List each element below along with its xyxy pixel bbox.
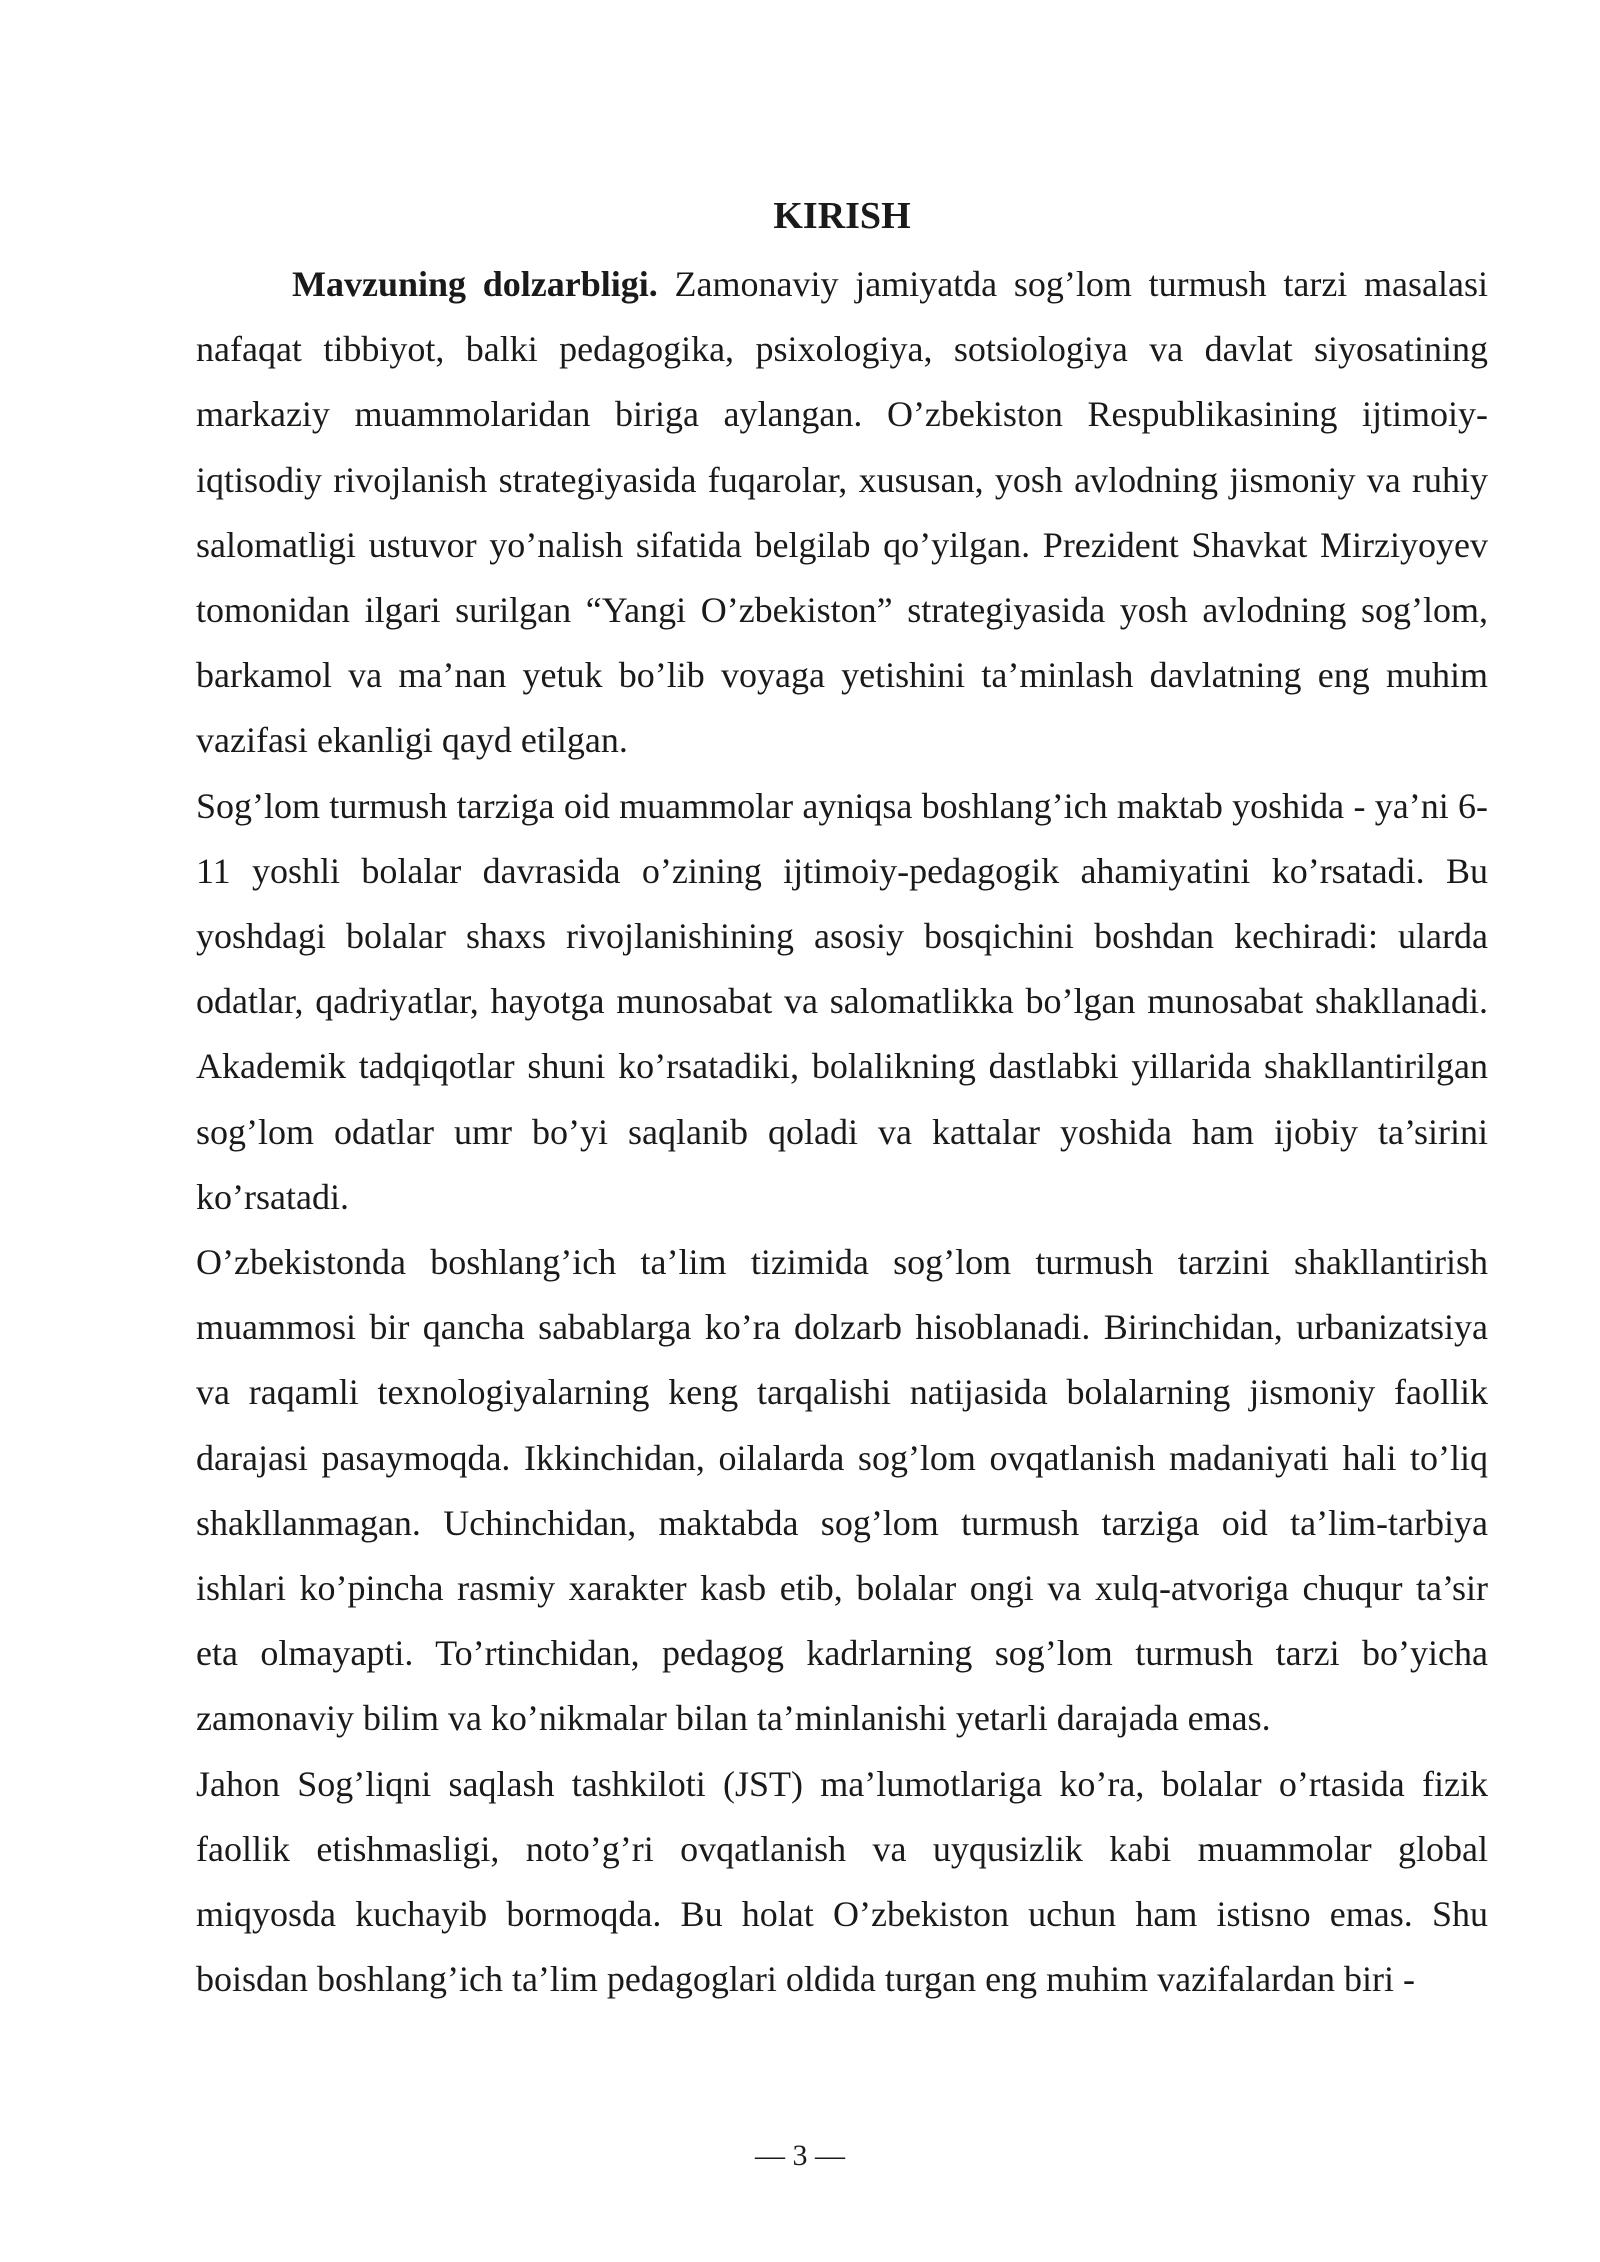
paragraph-uzbekistan-problem: O’zbekistonda boshlang’ich ta’lim tizimida sog’lom turmush tarzini shakllantirish muammosi bir qancha sabablarga ko’ra dolzarb hisoblanadi. Birinchidan, urbanizatsiya va raqamli texnologiyalarning keng tarqalishi natijasida bolalarning jismoniy faollik darajasi pasaymoqda. Ikkinchidan, oilalarda sog’lom ovqatlanish madaniyati hali to’liq shakllanmagan. Uchinchidan, maktabda sog’lom turmush tarziga oid ta’lim-tarbiya ishlari ko’pincha rasmiy xarakter kasb etib, bolalar ongi va xulq-atvoriga chuqur ta’sir eta olmayapti. To’rtinchidan, pedagog kadrlarning sog’lom turmush tarzi bo’yicha zamonaviy bilim va ko’nikmalar bilan ta’minlanishi yetarli darajada emas. [196,1242,1488,1739]
paragraph-lead: Mavzuning dolzarbligi. [292,264,658,304]
paragraph-who-data: Jahon Sog’liqni saqlash tashkiloti (JST) ma’lumotlariga ko’ra, bolalar o’rtasida fizik faollik etishmasligi, noto’g’ri ovqatlanish va uyqusizlik kabi muammolar global miqyosda kuchayib bormoqda. Bu holat O’zbekiston uchun ham istisno emas. Shu boisdan boshlang’ich ta’lim pedagoglari oldida turgan eng muhim vazifalardan biri - [196,1763,1488,2000]
paragraph-text: Zamonaviy jamiyatda sog’lom turmush tarzi masalasi nafaqat tibbiyot, balki pedagogika, psixologiya, sotsiologiya va davlat siyosatining markaziy muammolaridan biriga aylangan. O’zbekiston Respublikasining ijtimoiy-iqtisodiy rivojlanish strategiyasida fuqarolar, xususan, yosh avlodning jismoniy va ruhiy salomatligi ustuvor yo’nalish sifatida belgilab qo’yilgan. Prezident Shavkat Mirziyoyev tomonidan ilgari surilgan “Yangi O’zbekiston” strategiyasida yosh avlodning sog’lom, barkamol va ma’nan yetuk bo’lib voyaga yetishini ta’minlash davlatning eng muhim vazifasi ekanligi qayd etilgan. [196,264,1489,761]
paragraph-primary-school-age: Sog’lom turmush tarziga oid muammolar ayniqsa boshlang’ich maktab yoshida - ya’ni 6-11 yoshli bolalar davrasida o’zining ijtimoiy-pedagogik ahamiyatini ko’rsatadi. Bu yoshdagi bolalar shaxs rivojlanishining asosiy bosqichini boshdan kechiradi: ularda odatlar, qadriyatlar, hayotga munosabat va salomatlikka bo’lgan munosabat shakllanadi. Akademik tadqiqotlar shuni ko’rsatadiki, bolalikning dastlabki yillarida shakllantirilgan sog’lom odatlar umr bo’yi saqlanib qoladi va kattalar yoshida ham ijobiy ta’sirini ko’rsatadi. [196,785,1488,1217]
section-title: KIRISH [773,195,911,237]
paragraph-relevance [196,252,1488,774]
page-number: — 3 — [755,2139,845,2172]
document-page [196,186,1488,2012]
